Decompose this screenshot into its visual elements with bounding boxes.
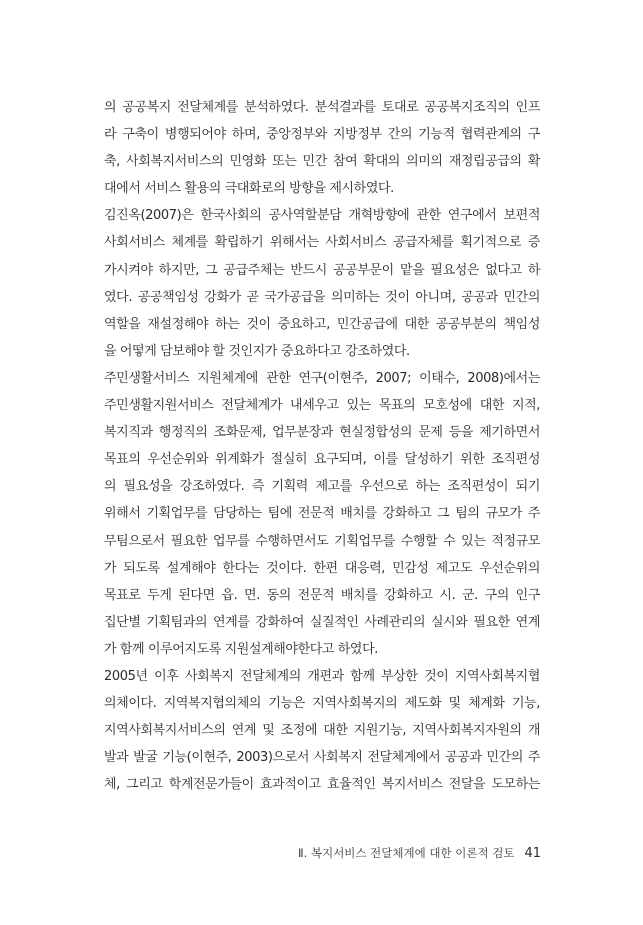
text-line: 을 어떻게 담보해야 할 것인지가 중요하다고 강조하였다. bbox=[104, 343, 410, 359]
page-number: 41 bbox=[524, 846, 541, 861]
text-line: 의 공공복지 전달체계를 분석하였다. 분석결과를 토대로 공공복지조직의 인프 bbox=[104, 100, 540, 115]
text-line: 의체이다. 지역복지협의체의 기능은 지역사회복지의 제도화 및 체계화 기능, bbox=[104, 696, 540, 712]
text-line: 였다. 공공책임성 강화가 곧 국가공급을 의미하는 것이 아니며, 공공과 민간의 bbox=[104, 289, 540, 305]
text-line: 복지직과 행정직의 조화문제, 업무분장과 현실정합성의 문제 등을 제기하면서 bbox=[104, 425, 540, 441]
text-line: 목표의 우선순위와 위계화가 절실히 요구되며, 이를 달성하기 위한 조직편성 bbox=[104, 452, 540, 468]
text-line: 의 필요성을 강조하였다. 즉 기획력 제고를 우선으로 하는 조직편성이 되기 bbox=[104, 479, 540, 495]
page-footer bbox=[298, 845, 541, 861]
text-line: 역할을 재설정해야 하는 것이 중요하고, 민간공급에 대한 공공부분의 책임성 bbox=[104, 316, 540, 332]
text-line: 가 되도록 설계해야 한다는 것이다. 한편 대응력, 민감성 제고도 우선순위의 bbox=[104, 560, 540, 576]
text-line: 지역사회복지서비스의 연계 및 조정에 대한 지원기능, 지역사회복지자원의 개 bbox=[104, 723, 540, 739]
text-line: 집단별 기획팀과의 연계를 강화하여 실질적인 사례관리의 실시와 필요한 연계 bbox=[104, 614, 540, 630]
text-line: 주민생활지원서비스 전달체계가 내세우고 있는 목표의 모호성에 대한 지적, bbox=[104, 398, 540, 414]
text-line: 라 구축이 병행되어야 하며, 중앙정부와 지방정부 간의 기능적 협력관계의 구 bbox=[104, 127, 540, 143]
text-line: 2005년 이후 사회복지 전달체계의 개편과 함께 부상한 것이 지역사회복지협 bbox=[104, 668, 540, 684]
text-line: 목표로 두게 된다면 읍. 면. 동의 전문적 배치를 강화하고 시. 군. 구의 인구 bbox=[104, 587, 540, 603]
text-line: 체, 그리고 학계전문가들이 효과적이고 효율적인 복지서비스 전달을 도모하는 bbox=[104, 777, 540, 793]
text-line: 무팀으로서 필요한 업무를 수행하면서도 기획업무를 수행할 수 있는 적정규모 bbox=[104, 533, 540, 549]
body-text bbox=[104, 94, 540, 798]
text-line: 발과 발굴 기능(이현주, 2003)으로서 사회복지 전달체계에서 공공과 민간의 주 bbox=[104, 750, 540, 766]
text-line: 김진옥(2007)은 한국사회의 공사역할분담 개혁방향에 관한 연구에서 보편적 bbox=[104, 208, 540, 224]
text-line: 주민생활서비스 지원체계에 관한 연구(이현주, 2007; 이태수, 2008)에서는 bbox=[104, 370, 540, 386]
text-line: 사회서비스 체계를 확립하기 위해서는 사회서비스 공급자체를 획기적으로 증 bbox=[104, 235, 540, 251]
text-line: 축, 사회복지서비스의 민영화 또는 민간 참여 확대의 의미의 재정립공급의 확 bbox=[104, 154, 540, 170]
text-line: 가 함께 이루어지도록 지원설계해야한다고 하였다. bbox=[104, 641, 378, 657]
text-line: 위해서 기획업무를 담당하는 팀에 전문적 배치를 강화하고 그 팀의 규모가 주 bbox=[104, 506, 540, 522]
text-line: 가시켜야 하지만, 그 공급주체는 반드시 공공부문이 맡을 필요성은 없다고 하 bbox=[104, 262, 540, 278]
running-footer-chapter: Ⅱ. 복지서비스 전달체계에 대한 이론적 검토 bbox=[298, 846, 515, 860]
text-line: 대에서 서비스 활용의 극대화로의 방향을 제시하였다. bbox=[104, 181, 394, 197]
